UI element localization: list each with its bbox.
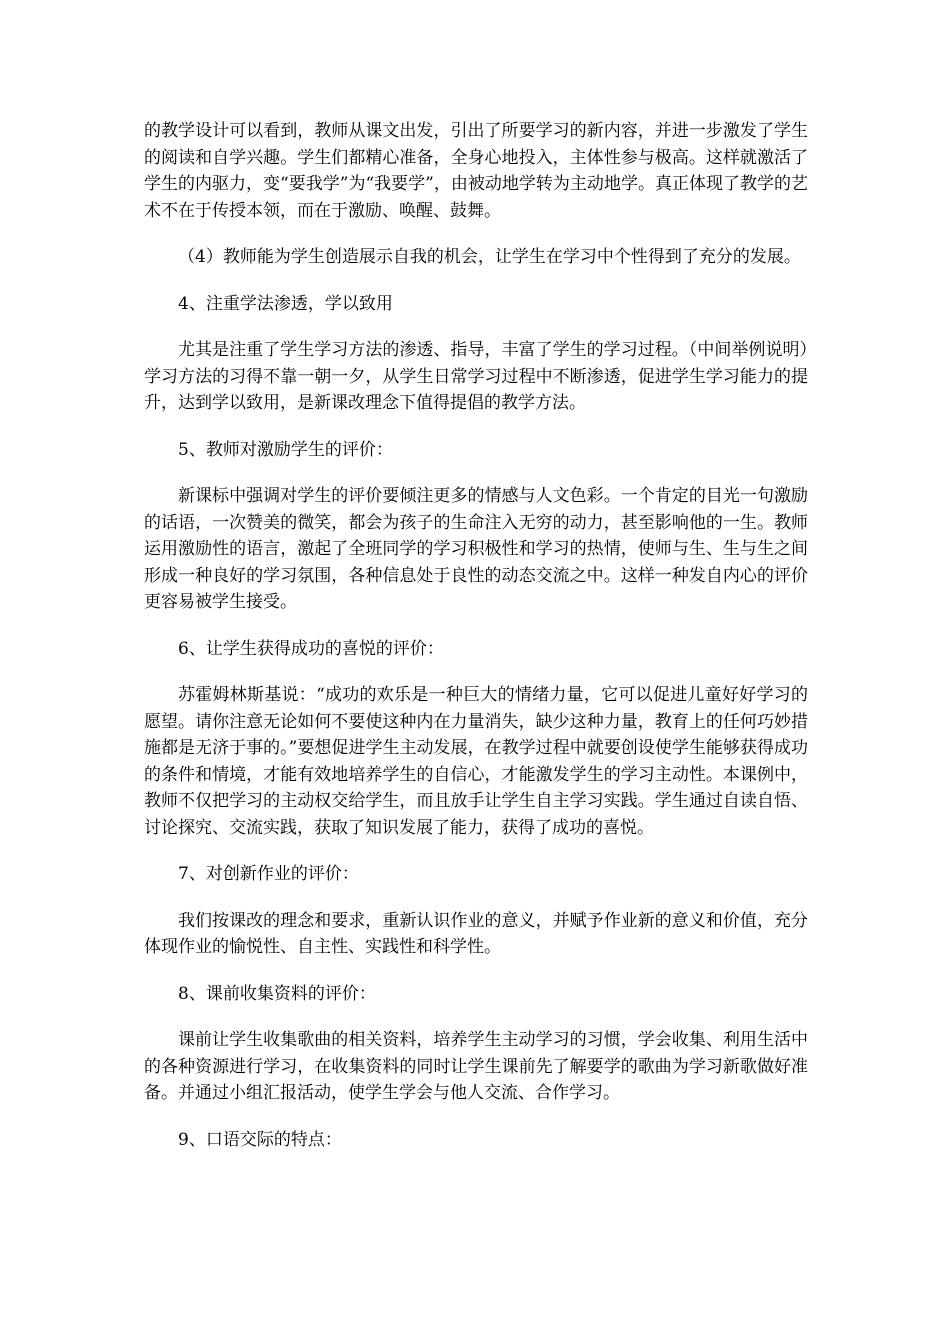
paragraph-learning-methods: 尤其是注重了学生学习方法的渗透、指导，丰富了学生的学习过程。（中间举例说明）学习方法的习得不靠一朝一夕，从学生日常学习过程中不断渗透，促进学生学习能力的提升，达到学以致用，是新课改理念下值得提倡的教学方法。	[144, 340, 808, 413]
paragraph-success-joy: 苏霍姆林斯基说：“成功的欢乐是一种巨大的情绪力量，它可以促进儿童好好学习的愿望。请你注意无论如何不要使这种内在力量消失，缺少这种力量，教育上的任何巧妙措施都是无济于事的。”要想促进学生主动发展，在教学过程中就要创设使学生能够获得成功的条件和情境，才能有效地培养学生的自信心，才能激发学生的学习主动性。本课例中，教师不仅把学习的主动权交给学生，而且放手让学生自主学习实践。学生通过自读自悟、讨论探究、交流实践，获取了知识发展了能力，获得了成功的喜悦。	[144, 685, 808, 838]
section-heading-4: 4、注重学法渗透，学以致用	[178, 293, 393, 314]
section-heading-8: 8、课前收集资料的评价：	[178, 983, 376, 1004]
section-heading-9: 9、口语交际的特点：	[178, 1129, 342, 1150]
section-heading-5: 5、教师对激励学生的评价：	[178, 439, 393, 460]
section-heading-7: 7、对创新作业的评价：	[178, 864, 359, 884]
paragraph-innovative-homework: 我们按课改的理念和要求，重新认识作业的意义，并赋予作业新的意义和价值，充分体现作业的愉悦性、自主性、实践性和科学性。	[144, 910, 808, 957]
section-heading-6: 6、让学生获得成功的喜悦的评价：	[178, 638, 444, 659]
paragraph-continuation: 的教学设计可以看到，教师从课文出发，引出了所要学习的新内容，并进一步激发了学生的阅读和自学兴趣。学生们都精心准备，全身心地投入，主体性参与极高。这样就激活了学生的内驱力，变“要我学”为“我要学”，由被动地学转为主动地学。真正体现了教学的艺术不在于传授本领，而在于激励、唤醒、鼓舞。	[144, 121, 808, 221]
paragraph-pre-class-materials: 课前让学生收集歌曲的相关资料，培养学生主动学习的习惯，学会收集、利用生活中的各种资源进行学习，在收集资料的同时让学生课前先了解要学的歌曲为学习新歌做好准备。并通过小组汇报活动，使学生学会与他人交流、合作学习。	[144, 1030, 808, 1103]
paragraph-encouragement: 新课标中强调对学生的评价要倾注更多的情感与人文色彩。一个肯定的目光一句激励的话语，一次赞美的微笑，都会为孩子的生命注入无穷的动力，甚至影响他的一生。教师运用激励性的语言，激起了全班同学的学习积极性和学习的热情，使师与生、生与生之间形成一种良好的学习氛围，各种信息处于良性的动态交流之中。这样一种发自内心的评价更容易被学生接受。	[144, 486, 808, 612]
paragraph-point-4-expression: （4）教师能为学生创造展示自我的机会，让学生在学习中个性得到了充分的发展。	[178, 247, 801, 267]
document-page	[144, 118, 808, 1173]
